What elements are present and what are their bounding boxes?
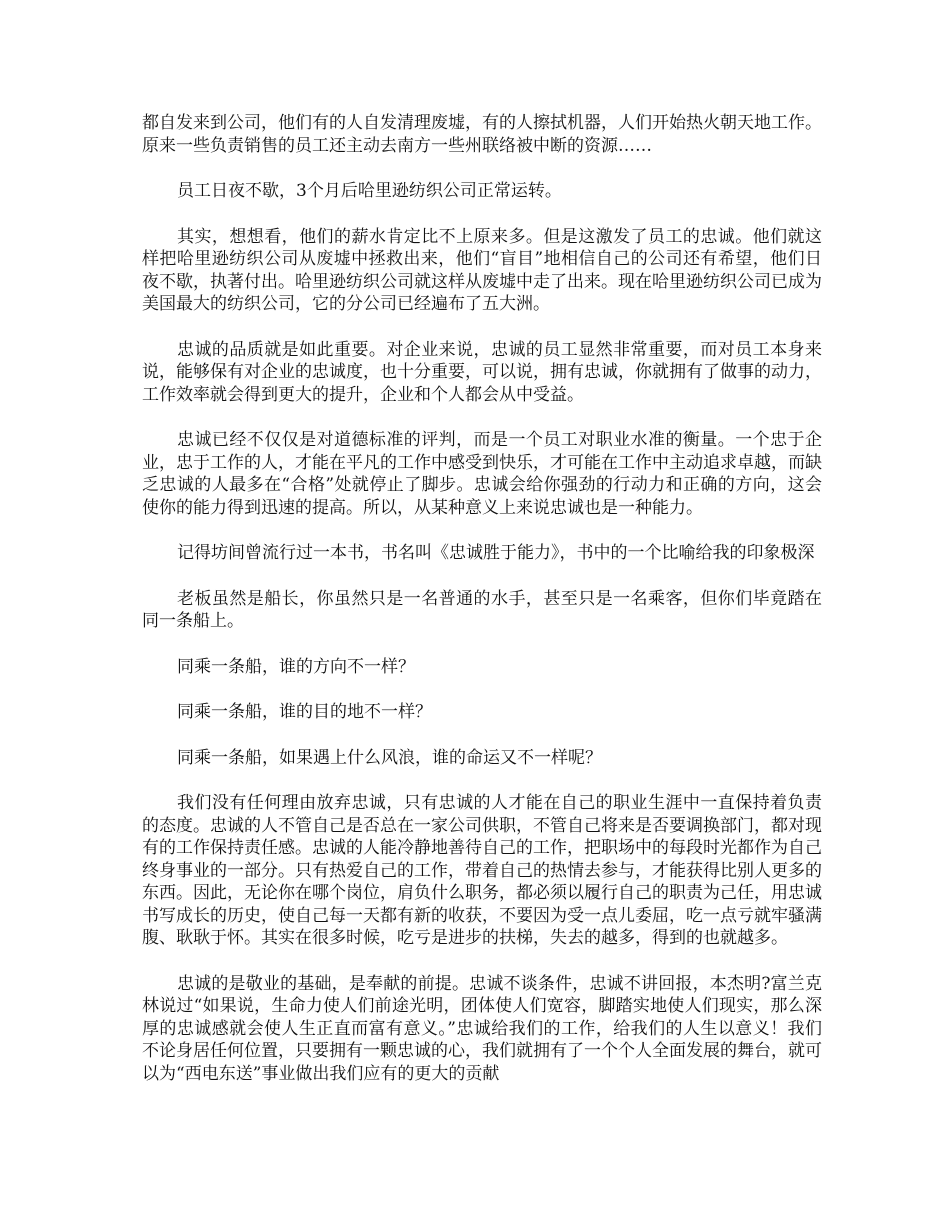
paragraph: 老板虽然是船长，你虽然只是一名普通的水手，甚至只是一名乘客，但你们毕竟踏在同一条船上。 [142, 588, 822, 631]
paragraph: 同乘一条船，谁的方向不一样？ [177, 656, 415, 677]
paragraph: 忠诚的是敬业的基础，是奉献的前提。忠诚不谈条件，忠诚不讲回报，本杰明?富兰克林说过“如果说，生命力使人们前途光明，团体使人们宽容，脚踏实地使人们现实，那么深厚的忠诚感就会使人生正直而富有意义。”忠诚给我们的工作，给我们的人生以意义！我们不论身居任何位置，只要拥有一颗忠诚的心，我们就拥有了一个个人全面发展的舞台，就可以为“西电东送”事业做出我们应有的更大的贡献 [142, 973, 822, 1084]
paragraph: 忠诚的品质就是如此重要。对企业来说，忠诚的员工显然非常重要，而对员工本身来说，能够保有对企业的忠诚度，也十分重要，可以说，拥有忠诚，你就拥有了做事的动力，工作效率就会得到更大的提升，企业和个人都会从中受益。 [142, 339, 822, 405]
paragraph: 其实，想想看，他们的薪水肯定比不上原来多。但是这激发了员工的忠诚。他们就这样把哈里逊纺织公司从废墟中拯救出来，他们“盲目”地相信自己的公司还有希望，他们日夜不歇，执著付出。哈里逊纺织公司就这样从废墟中走了出来。现在哈里逊纺织公司已成为美国最大的纺织公司，它的分公司已经遍布了五大洲。 [142, 226, 822, 314]
paragraph: 忠诚已经不仅仅是对道德标准的评判，而是一个员工对职业水准的衡量。一个忠于企业，忠于工作的人，才能在平凡的工作中感受到快乐，才可能在工作中主动追求卓越，而缺乏忠诚的人最多在“合格”处就停止了脚步。忠诚会给你强劲的行动力和正确的方向，这会使你的能力得到迅速的提高。所以，从某种意义上来说忠诚也是一种能力。 [142, 430, 822, 518]
paragraph: 同乘一条船，谁的目的地不一样？ [177, 702, 432, 722]
paragraph: 记得坊间曾流行过一本书，书名叫《忠诚胜于能力》，书中的一个比喻给我的印象极深 [177, 543, 815, 563]
document-page [142, 112, 822, 1108]
paragraph: 同乘一条船，如果遇上什么风浪，谁的命运又不一样呢？ [177, 747, 602, 768]
paragraph: 我们没有任何理由放弃忠诚，只有忠诚的人才能在自己的职业生涯中一直保持着负责的态度。忠诚的人不管自己是否总在一家公司供职，不管自己将来是否要调换部门，都对现有的工作保持责任感。忠诚的人能冷静地善待自己的工作，把职场中的每段时光都作为自己终身事业的一部分。只有热爱自己的工作，带着自己的热情去参与，才能获得比别人更多的东西。因此，无论你在哪个岗位，肩负什么职务，都必须以履行自己的职责为己任，用忠诚书写成长的历史，使自己每一天都有新的收获，不要因为受一点儿委屈，吃一点亏就牢骚满腹、耿耿于怀。其实在很多时候，吃亏是进步的扶梯，失去的越多，得到的也就越多。 [142, 793, 822, 948]
paragraph: 都自发来到公司，他们有的人自发清理废墟，有的人擦拭机器，人们开始热火朝天地工作。原来一些负责销售的员工还主动去南方一些州联络被中断的资源…… [142, 113, 822, 156]
paragraph: 员工日夜不歇，3个月后哈里逊纺织公司正常运转。 [177, 181, 562, 201]
